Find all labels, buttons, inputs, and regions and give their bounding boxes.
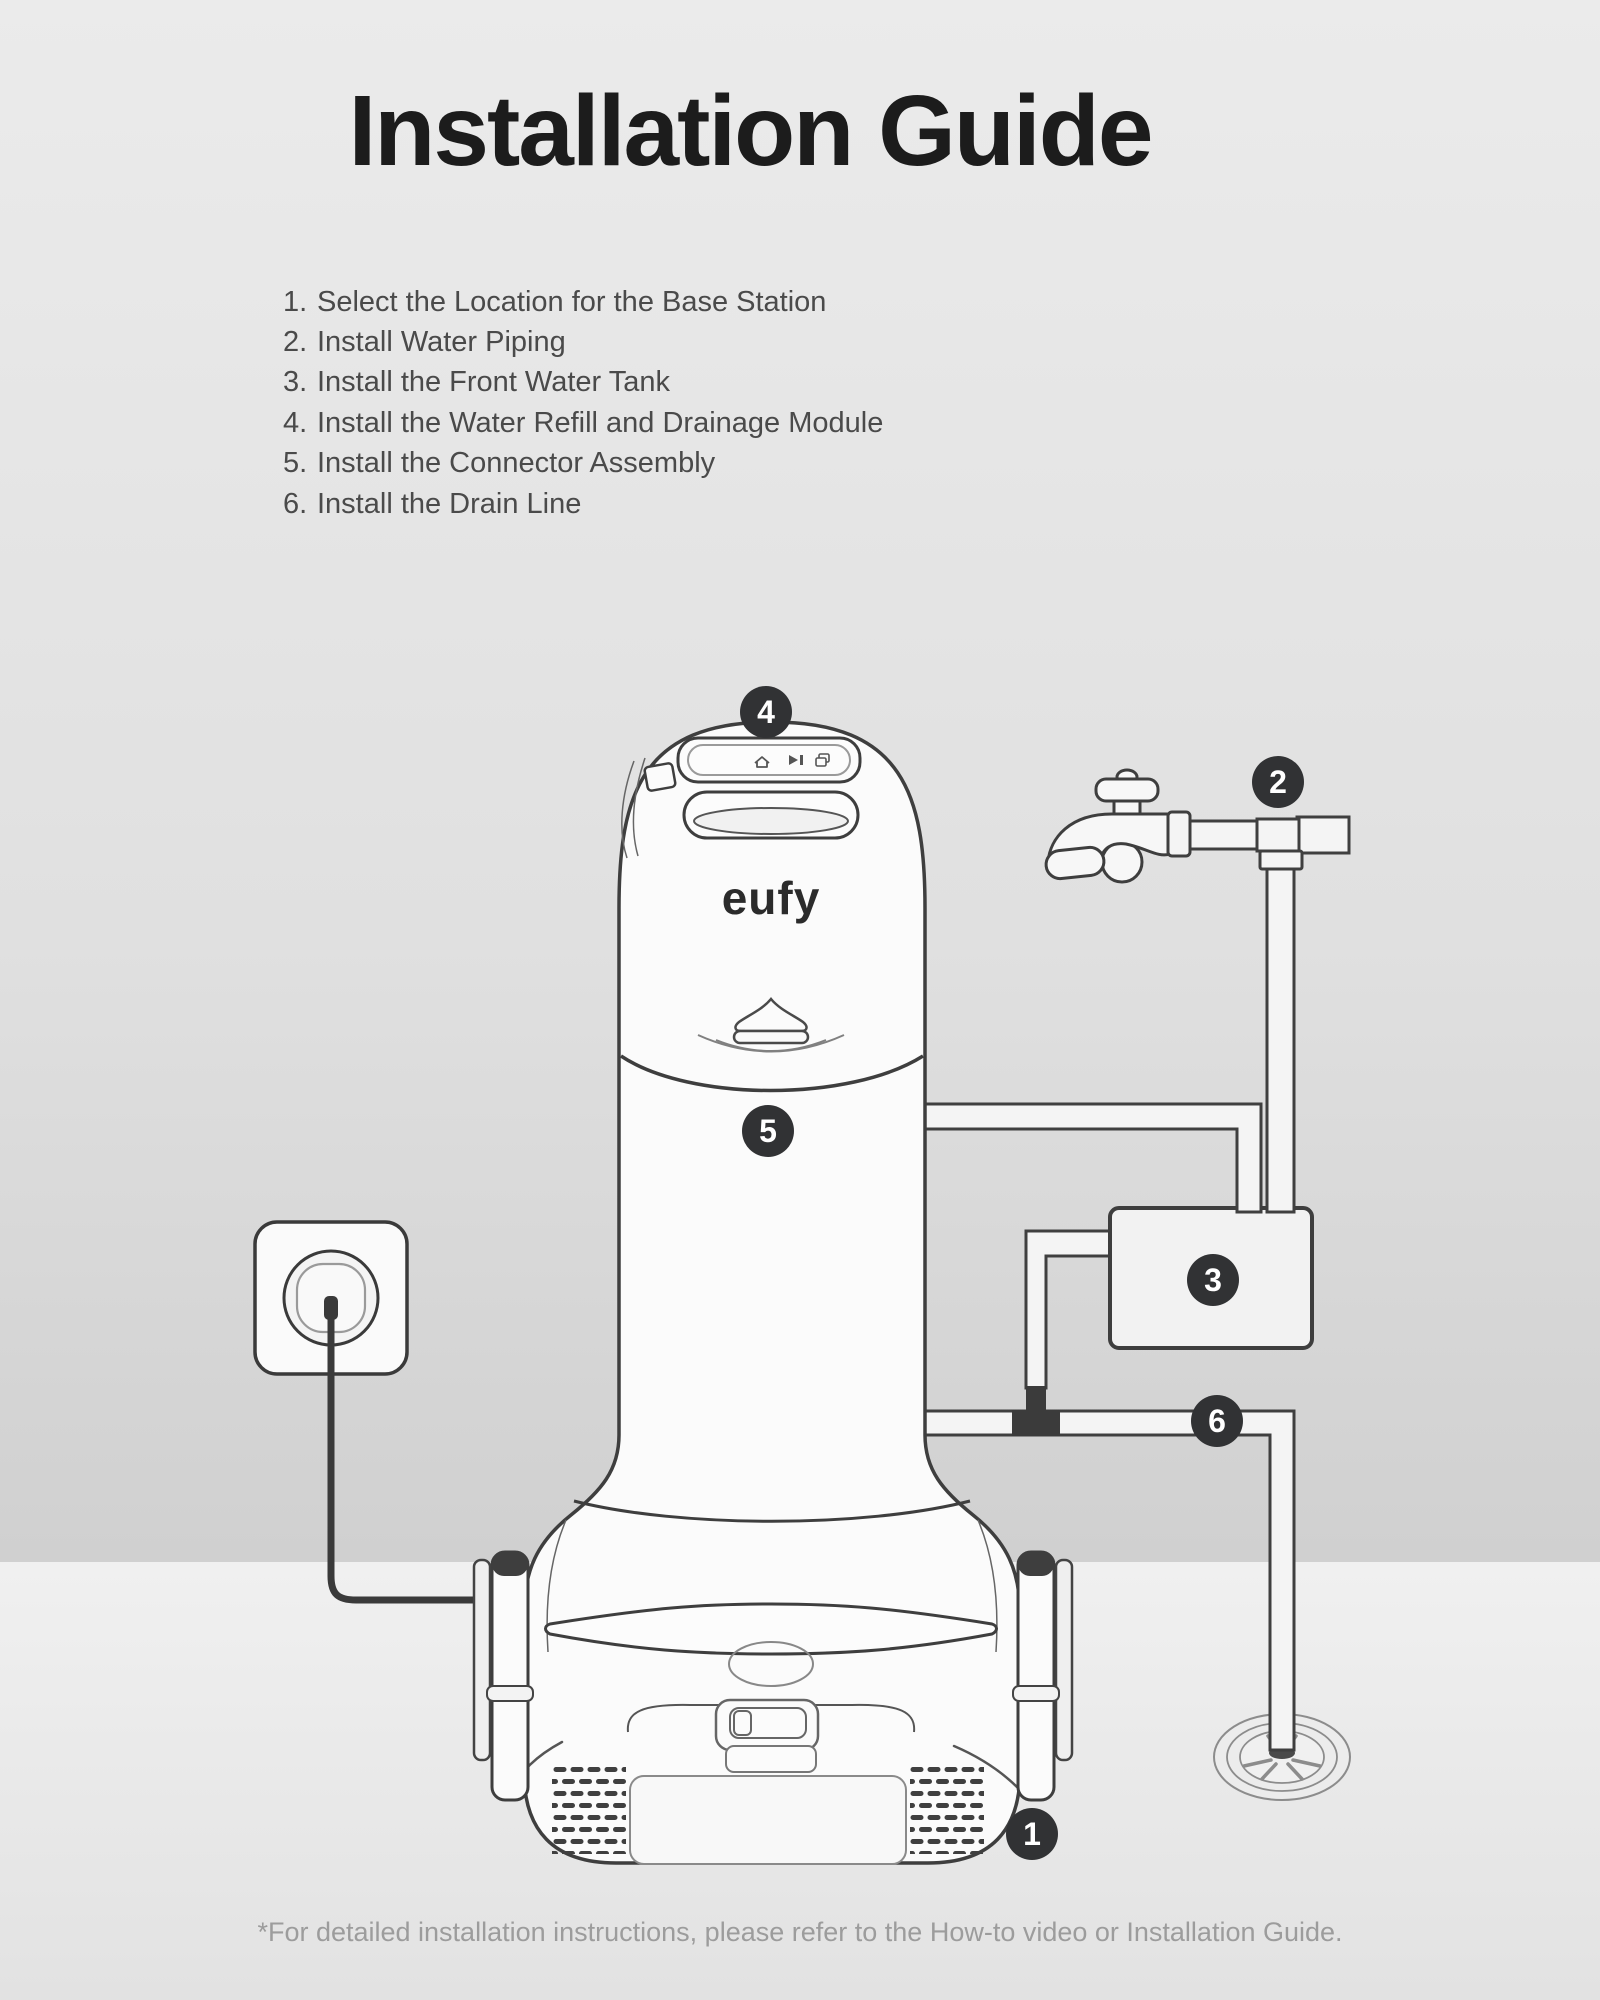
dock-latch	[716, 1700, 818, 1772]
badge-2	[1252, 756, 1304, 808]
step-4	[283, 403, 883, 443]
steps-list	[283, 282, 883, 524]
svg-text:4: 4	[757, 694, 775, 730]
badge-1	[1006, 1808, 1058, 1860]
step-4-number: 4.	[283, 406, 308, 439]
control-panel	[678, 738, 860, 782]
step-3-number: 3.	[283, 366, 308, 399]
side-clip	[644, 763, 676, 791]
svg-text:2: 2	[1269, 764, 1287, 800]
tee-body	[1257, 819, 1299, 851]
faucet-connector	[1168, 812, 1190, 856]
svg-text:1: 1	[1023, 1816, 1041, 1852]
badge-3	[1187, 1254, 1239, 1306]
step-2-number: 2.	[283, 326, 308, 359]
faucet-pipe	[1187, 821, 1263, 849]
badge-6	[1191, 1395, 1243, 1447]
step-3-label: Install the Front Water Tank	[317, 366, 670, 399]
faucet-handle	[1096, 779, 1158, 801]
step-4-label: Install the Water Refill and Drainage Module	[317, 406, 884, 439]
step-6-label: Install the Drain Line	[317, 487, 582, 520]
supply-down-pipe	[1267, 867, 1294, 1212]
pipe-end-stub	[1297, 817, 1349, 853]
step-2-label: Install Water Piping	[317, 326, 566, 359]
step-1	[283, 282, 883, 322]
step-6-number: 6.	[283, 487, 308, 520]
faucet-outlet	[1045, 846, 1106, 880]
page-title: Installation Guide	[348, 75, 1152, 187]
step-5	[283, 444, 883, 484]
handle-recess	[684, 792, 858, 838]
step-3	[283, 363, 883, 403]
dock-vent-right	[910, 1766, 984, 1854]
step-5-number: 5.	[283, 447, 308, 480]
dock-tray	[630, 1776, 906, 1864]
tee-collar	[1260, 851, 1302, 869]
step-6	[283, 484, 883, 524]
step-2	[283, 322, 883, 362]
step-1-number: 1.	[283, 285, 308, 318]
badge-5	[742, 1105, 794, 1157]
svg-text:6: 6	[1208, 1403, 1226, 1439]
eufy-logo: eufy	[721, 872, 821, 924]
svg-text:3: 3	[1204, 1262, 1222, 1298]
step-5-label: Install the Connector Assembly	[317, 447, 716, 480]
step-1-label: Select the Location for the Base Station	[317, 285, 827, 318]
footnote: *For detailed installation instructions, please refer to the How-to video or Installation Guide.	[257, 1917, 1343, 1947]
dock-vent-left	[552, 1766, 626, 1854]
badge-4	[740, 686, 792, 738]
svg-text:5: 5	[759, 1113, 777, 1149]
